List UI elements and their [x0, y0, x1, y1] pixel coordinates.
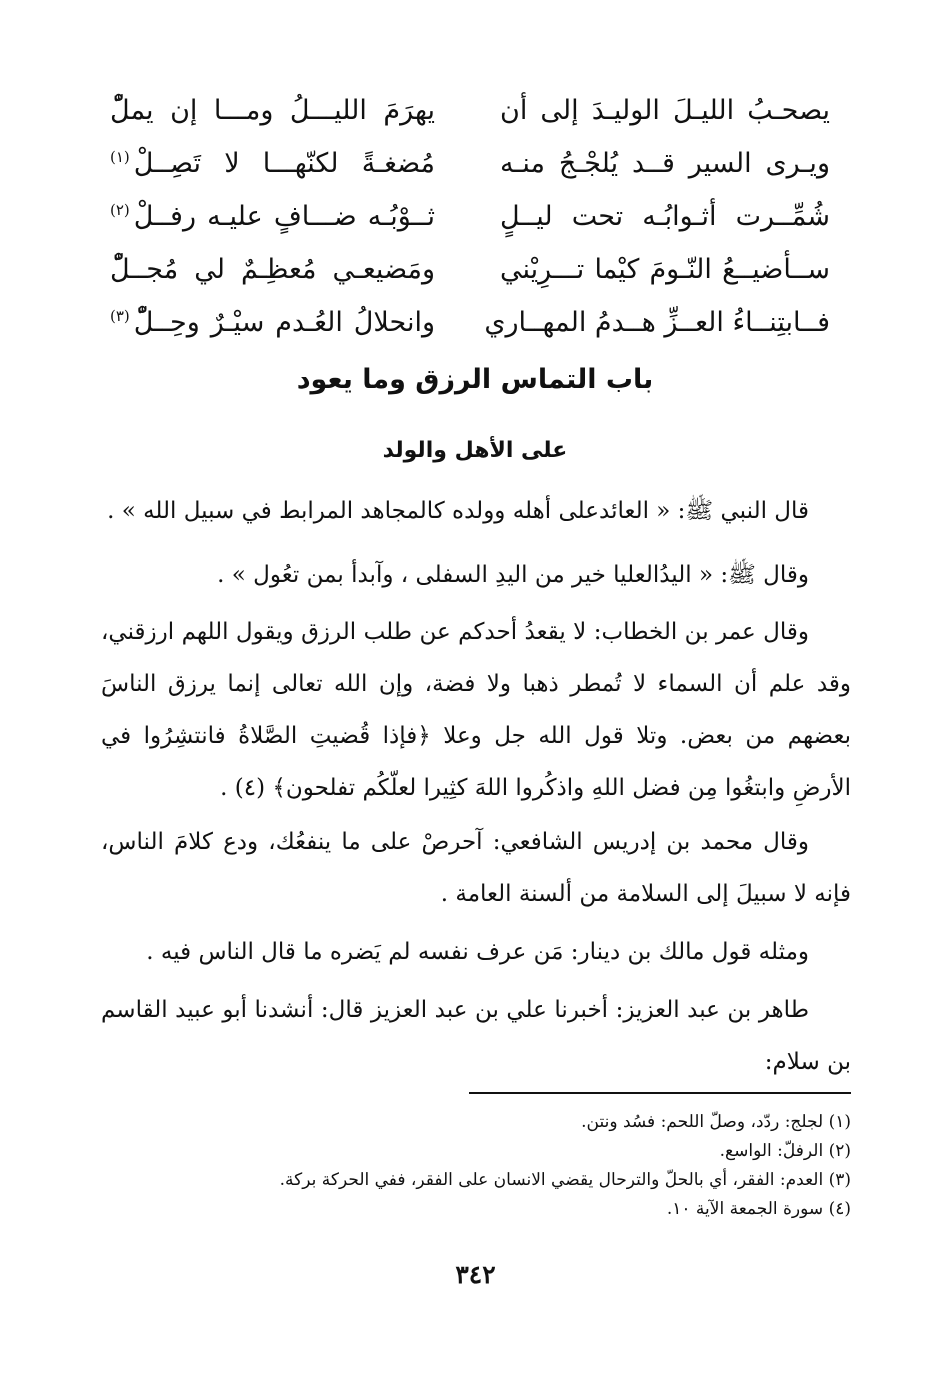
- poem-verse: [110, 245, 830, 298]
- verse-second-hemistich: [110, 86, 435, 136]
- hemistich-text: ثــوْبُـه ضـــافٍ عليـه رفــلْ: [133, 201, 435, 232]
- footnote-separator: [469, 1092, 851, 1094]
- paragraph: وقال ﷺ: « اليدُالعليا خير من اليدِ السفلى ، وآبدأ بمن تعُول » .: [217, 562, 809, 588]
- chapter-title: باب التماس الرزق وما يعود: [296, 364, 654, 395]
- paragraph-text: وقال محمد بن إدريس الشافعي: آحرصْ على ما ينفعُك، ودع كلامَ الناس، فإنه لا سبيلَ إلى السلامة من ألسنة العامة .: [101, 829, 851, 907]
- footnote: (٤) سورة الجمعة الآية ١٠.: [666, 1199, 851, 1219]
- footnote: (٢) الرفلّ: الواسع.: [719, 1141, 851, 1161]
- verse-first-hemistich: شُمِّــرت أثـوابُـه تحت ليــلٍ: [500, 201, 830, 232]
- verse-second-hemistich: [110, 245, 435, 295]
- hemistich-text: ومَضيعـي مُعظِـمٌ لي مُجــلّْ: [110, 254, 435, 285]
- chapter-subtitle: على الأهل والولد: [382, 438, 568, 463]
- verse-first-hemistich: فــابتِنــاءُ العــزِّ هــدمُ المهــاري: [484, 307, 830, 338]
- paragraph: [101, 816, 851, 920]
- verse-second-hemistich: [110, 139, 435, 189]
- poem-verse: [110, 139, 830, 192]
- poem-verse: [110, 298, 830, 351]
- paragraph: قال النبي ﷺ: « العائدعلى أهله وولده كالمجاهد المرابط في سبيل الله » .: [107, 498, 809, 524]
- paragraph-text: وقال عمر بن الخطاب: لا يقعدُ أحدكم عن طلب الرزق ويقول اللهم ارزقني، وقد علم أن السماء لا تُمطر ذهبا ولا فضة، وإن الله تعالى إنما يرزق الناسَ بعضهم من بعض. وتلا قول الله جل وعلا ﴿فإذا قُضيتِ الصَّلاةُ فانتشِرُوا في الأرضِ وابتغُوا مِن فضل اللهِ واذكُروا اللهَ كثِيرا لعلّكُم تفلحون﴾ (٤) .: [101, 619, 851, 801]
- footnotes: [101, 1108, 851, 1224]
- hemistich-text: يهرَمَ الليـــلُ ومـــا إن يملّْ: [110, 95, 435, 126]
- footnote-reference: (٣): [110, 307, 130, 325]
- footnote: (٣) العدم: الفقر، أي بالحلّ والترحال يقضي الانسان على الفقر، ففي الحركة بركة.: [279, 1170, 851, 1190]
- verse-first-hemistich: ويـرى السير قــد يُلجْـجُ منـه: [500, 148, 830, 179]
- page-number: ٣٤٢: [455, 1260, 496, 1289]
- paragraph: [101, 984, 851, 1088]
- paragraph: ومثله قول مالك بن دينار: مَن عرف نفسه لم يَضره ما قال الناس فيه .: [146, 939, 809, 965]
- footnote: (١) لجلج: ردّد، وصلّ اللحم: فسُد ونتن.: [581, 1112, 851, 1132]
- hemistich-text: وانحلالُ العُـدم سيْـرٌ وحِــلّْ: [133, 307, 435, 338]
- hemistich-text: مُضغـةً لكنّهـــا لا تَصِــلْ: [133, 148, 435, 179]
- paragraph-text: طاهر بن عبد العزيز: أخبرنا علي بن عبد العزيز قال: أنشدنا أبو عبيد القاسم بن سلام:: [101, 997, 851, 1075]
- paragraph: [101, 606, 851, 814]
- verse-first-hemistich: يصحـبُ الليـلَ الوليـدَ إلى أن: [500, 95, 830, 126]
- footnote-reference: (١): [110, 148, 130, 166]
- poem: [110, 86, 830, 351]
- verse-second-hemistich: [110, 192, 435, 242]
- verse-second-hemistich: [110, 298, 435, 348]
- verse-first-hemistich: ســأضيــعُ النّـومَ كيْما تـــرِيْني: [500, 254, 830, 285]
- footnote-reference: (٢): [110, 201, 130, 219]
- poem-verse: [110, 86, 830, 139]
- poem-verse: [110, 192, 830, 245]
